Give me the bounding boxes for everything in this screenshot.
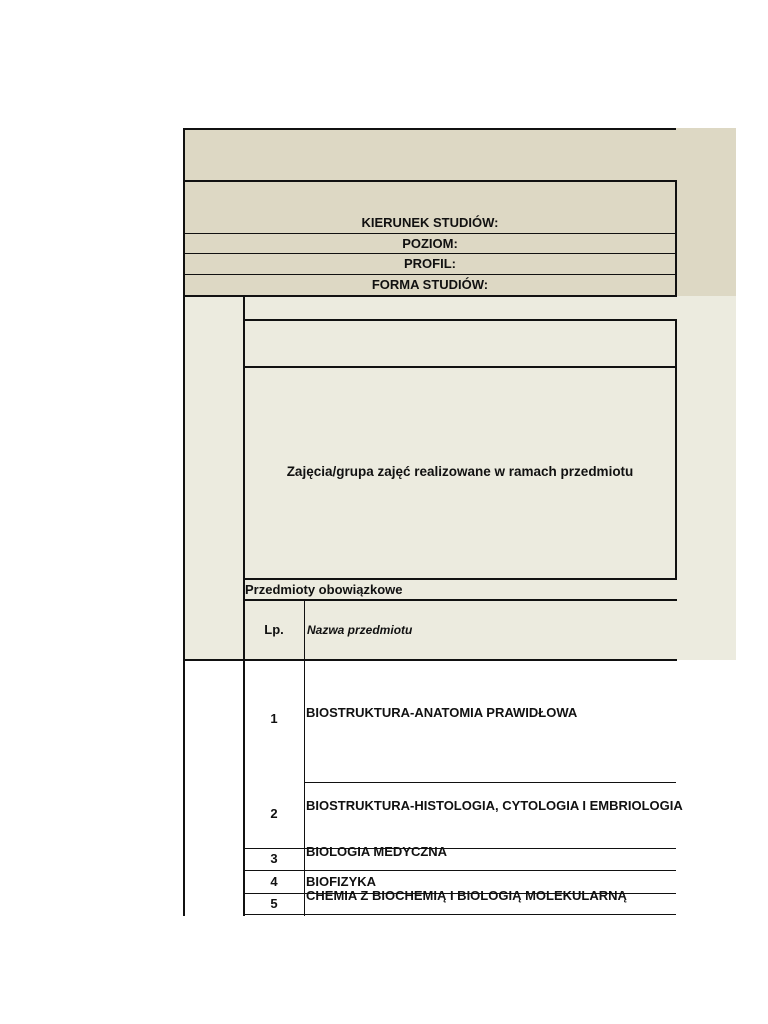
row-3-lp: 3 bbox=[270, 850, 278, 866]
row-1-bottom bbox=[304, 782, 676, 783]
zajecia-box-top bbox=[244, 319, 677, 321]
zajecia-box-right bbox=[675, 319, 677, 580]
kierunek-studiow-label: KIERUNEK STUDIÓW: bbox=[361, 214, 499, 230]
row-1-lp: 1 bbox=[270, 710, 278, 726]
row-5-lp: 5 bbox=[270, 895, 278, 911]
row-5-bottom bbox=[244, 914, 676, 915]
row-2-lp: 2 bbox=[270, 805, 278, 821]
header-separator bbox=[184, 180, 677, 182]
zajecia-label: Zajęcia/grupa zajęć realizowane w ramach przedmiotu bbox=[286, 463, 634, 479]
zajecia-box-mid bbox=[244, 366, 677, 368]
row-4-nazwa: BIOFIZYKA bbox=[306, 873, 377, 889]
column-header-lp: Lp. bbox=[264, 622, 284, 637]
poziom-label: POZIOM: bbox=[402, 235, 458, 251]
row-4-lp: 4 bbox=[270, 873, 278, 889]
lp-column-divider bbox=[304, 600, 305, 916]
forma-bottom-line bbox=[184, 295, 677, 297]
row-3-nazwa: BIOLOGIA MEDYCZNA bbox=[306, 843, 448, 859]
row-2-nazwa: BIOSTRUKTURA-HISTOLOGIA, CYTOLOGIA I EMBRIOLOGIA bbox=[306, 797, 683, 813]
forma-studiow-label: FORMA STUDIÓW: bbox=[371, 276, 489, 292]
table-header-bottom bbox=[184, 659, 677, 661]
mandatory-subjects-title: Przedmioty obowiązkowe bbox=[245, 581, 403, 597]
header-top-border bbox=[184, 128, 676, 130]
row-5-nazwa: CHEMIA Z BIOCHEMIĄ I BIOLOGIĄ MOLEKULARNĄ bbox=[306, 887, 627, 903]
row-1-nazwa: BIOSTRUKTURA-ANATOMIA PRAWIDŁOWA bbox=[306, 704, 578, 720]
column-header-nazwa: Nazwa przedmiotu bbox=[307, 622, 413, 637]
profil-label: PROFIL: bbox=[404, 255, 456, 271]
